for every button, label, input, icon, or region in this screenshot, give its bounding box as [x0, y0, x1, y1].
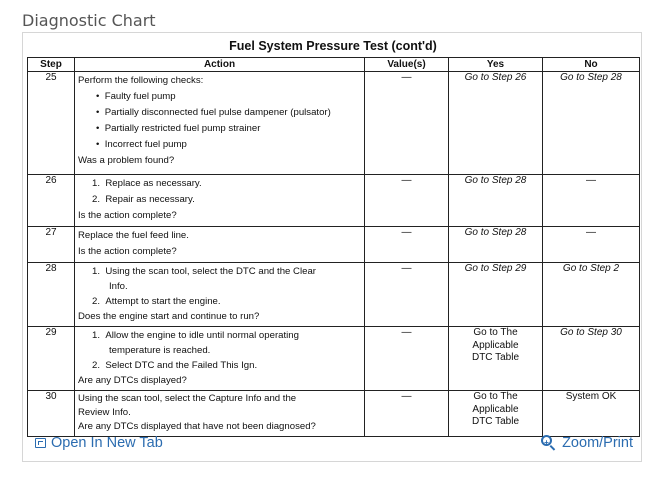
step-number: 28 [28, 263, 75, 327]
zoom-print-link[interactable] [541, 435, 633, 451]
action-intro: Using the scan tool, select the Capture Info and the [78, 393, 297, 404]
value-cell: — [365, 263, 449, 327]
action-numbered-item: 2. Attempt to start the engine. [92, 296, 221, 307]
action-intro: Perform the following checks: [78, 75, 204, 86]
no-cell: Go to Step 30 [543, 327, 640, 391]
action-question: Are any DTCs displayed? [78, 375, 187, 386]
action-cell [75, 175, 365, 227]
column-header: Step [28, 58, 75, 72]
action-cell [75, 227, 365, 263]
yes-cell: Go to The Applicable DTC Table [449, 327, 543, 391]
no-cell: — [543, 227, 640, 263]
action-intro: Replace the fuel feed line. [78, 230, 189, 241]
table-row [28, 263, 640, 327]
table-row [28, 227, 640, 263]
action-continuation: Info. [109, 281, 128, 292]
action-question: Are any DTCs displayed that have not been diagnosed? [78, 421, 316, 432]
step-number: 25 [28, 72, 75, 175]
column-header: Action [75, 58, 365, 72]
action-question: Was a problem found? [78, 155, 175, 166]
open-in-new-tab-label: Open In New Tab [51, 435, 163, 451]
action-bullet: • Faulty fuel pump [96, 91, 176, 102]
step-number: 27 [28, 227, 75, 263]
action-question: Is the action complete? [78, 246, 177, 257]
action-numbered-item: 1. Allow the engine to idle until normal operating [92, 330, 299, 341]
action-numbered-item: 2. Select DTC and the Failed This Ign. [92, 360, 258, 371]
no-cell: Go to Step 28 [543, 72, 640, 175]
action-continuation: temperature is reached. [109, 345, 211, 356]
value-cell: — [365, 175, 449, 227]
yes-cell: Go to Step 26 [449, 72, 543, 175]
action-bullet: • Incorrect fuel pump [96, 139, 187, 150]
no-cell: Go to Step 2 [543, 263, 640, 327]
table-row [28, 327, 640, 391]
value-cell: — [365, 327, 449, 391]
value-cell: — [365, 227, 449, 263]
action-question: Is the action complete? [78, 210, 177, 221]
open-new-tab-icon [35, 438, 46, 448]
action-bullet: • Partially restricted fuel pump strainer [96, 123, 261, 134]
action-numbered-item: 1. Using the scan tool, select the DTC and the Clear [92, 266, 316, 277]
step-number: 30 [28, 391, 75, 437]
action-cell [75, 263, 365, 327]
value-cell: — [365, 391, 449, 437]
yes-cell: Go to Step 28 [449, 227, 543, 263]
zoom-magnifier-icon: + [541, 435, 557, 451]
action-numbered-item: 1. Replace as necessary. [92, 178, 202, 189]
diagnostic-table [27, 57, 640, 437]
no-cell: — [543, 175, 640, 227]
action-cell [75, 72, 365, 175]
step-number: 26 [28, 175, 75, 227]
action-question: Does the engine start and continue to run? [78, 311, 260, 322]
zoom-print-label: Zoom/Print [562, 435, 633, 451]
column-header: No [543, 58, 640, 72]
action-intro: Review Info. [78, 407, 131, 418]
diagnostic-chart-panel [22, 32, 642, 462]
table-row [28, 72, 640, 175]
open-in-new-tab-link[interactable] [35, 435, 163, 451]
action-numbered-item: 2. Repair as necessary. [92, 194, 195, 205]
table-row [28, 391, 640, 437]
column-header: Value(s) [365, 58, 449, 72]
value-cell: — [365, 72, 449, 175]
action-cell [75, 327, 365, 391]
chart-document-image [27, 37, 639, 432]
yes-cell: Go to The Applicable DTC Table [449, 391, 543, 437]
yes-cell: Go to Step 28 [449, 175, 543, 227]
step-number: 29 [28, 327, 75, 391]
action-bullet: • Partially disconnected fuel pulse dampener (pulsator) [96, 107, 331, 118]
document-title: Fuel System Pressure Test (cont'd) [229, 39, 437, 53]
column-header: Yes [449, 58, 543, 72]
no-cell: System OK [543, 391, 640, 437]
table-header-row [28, 58, 640, 72]
page-heading: Diagnostic Chart [22, 11, 156, 30]
table-row [28, 175, 640, 227]
action-cell [75, 391, 365, 437]
yes-cell: Go to Step 29 [449, 263, 543, 327]
